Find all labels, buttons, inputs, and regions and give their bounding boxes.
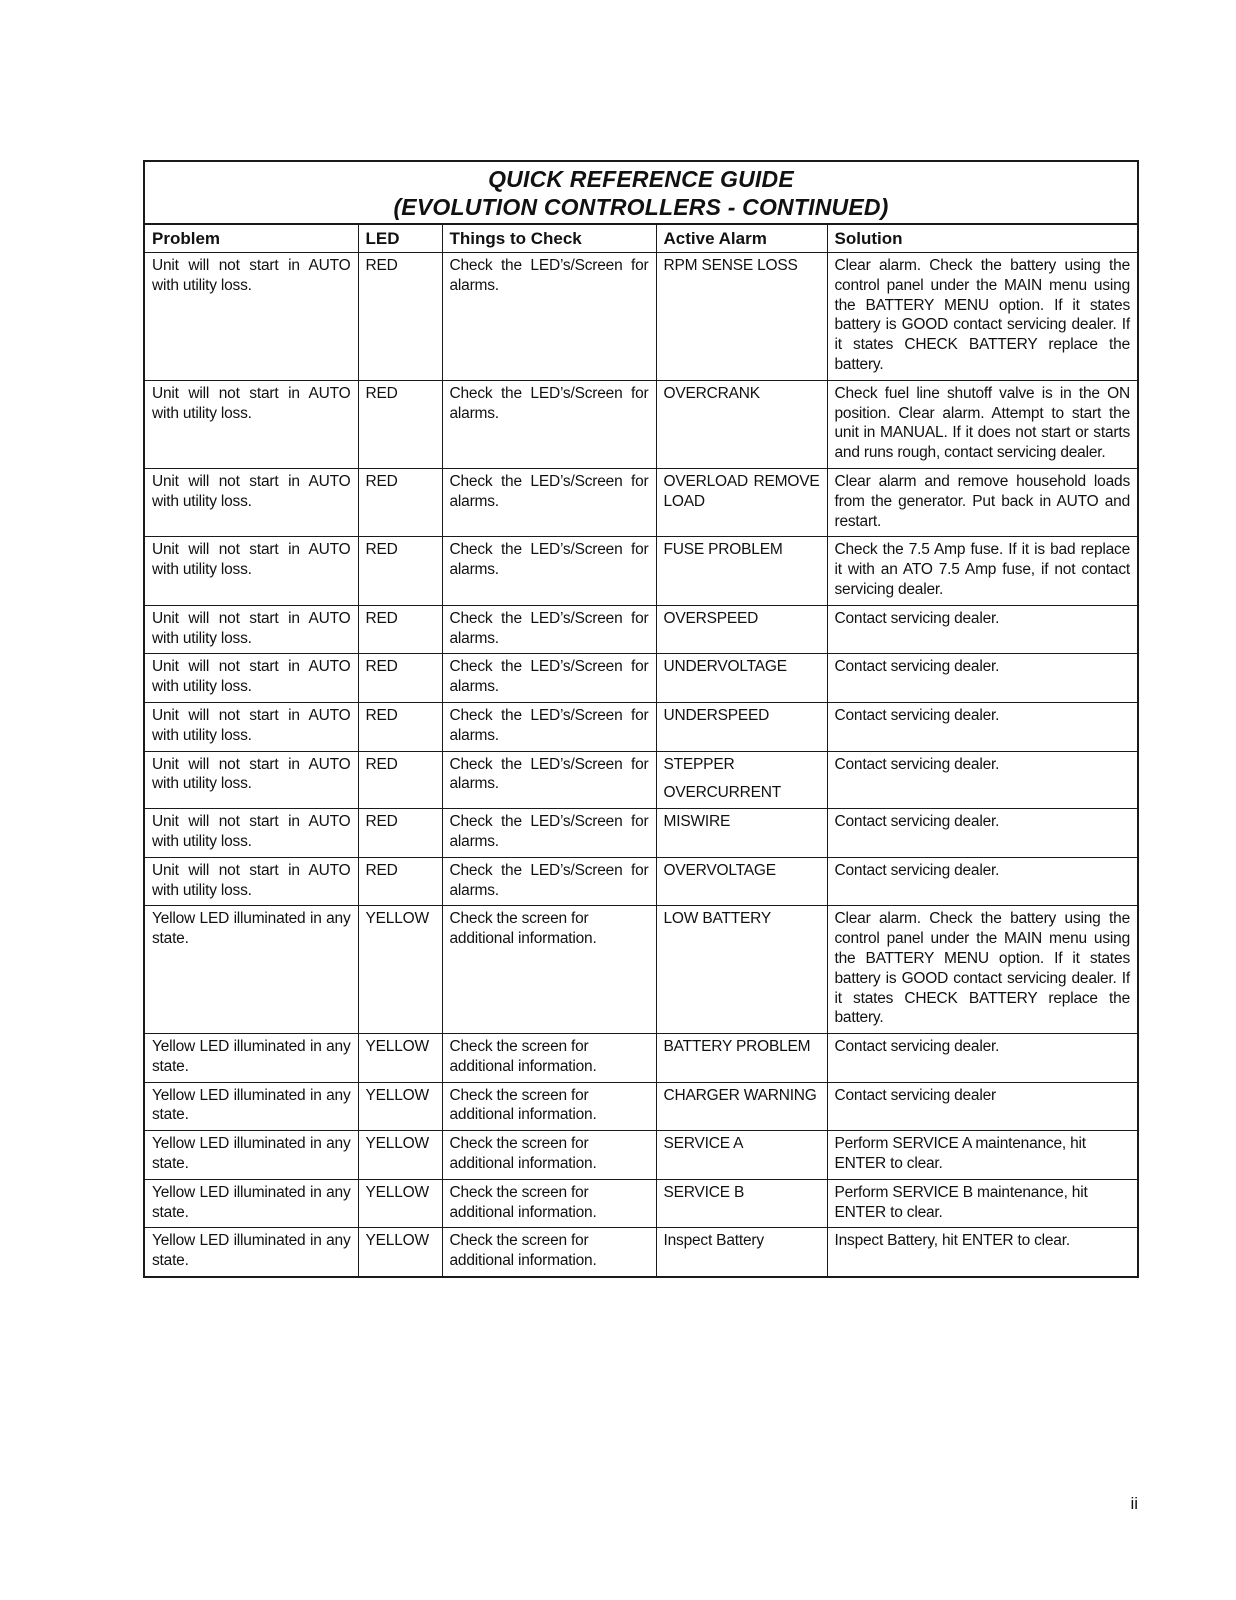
cell-active-alarm: SERVICE A — [656, 1131, 827, 1180]
cell-led: YELLOW — [358, 906, 442, 1034]
cell-things-to-check: Check the screen for additional information. — [442, 1082, 656, 1131]
cell-active-alarm: OVERSPEED — [656, 605, 827, 654]
cell-led: RED — [358, 702, 442, 751]
cell-solution: Inspect Battery, hit ENTER to clear. — [834, 1232, 1070, 1250]
cell-solution: Clear alarm and remove household loads from the generator. Put back in AUTO and restart. — [827, 468, 1137, 536]
cell-problem: Unit will not start in AUTO with utility loss. — [145, 380, 358, 468]
cell-led: RED — [358, 605, 442, 654]
cell-solution: Perform SERVICE B maintenance, hit ENTER to clear. — [827, 1179, 1137, 1228]
cell-problem: Unit will not start in AUTO with utility loss. — [145, 857, 358, 906]
cell-active-alarm: UNDERSPEED — [656, 702, 827, 751]
table-row — [145, 751, 1137, 809]
cell-problem: Yellow LED illuminated in any state. — [145, 1131, 358, 1180]
cell-problem: Yellow LED illuminated in any state. — [145, 1228, 358, 1276]
table-row — [145, 906, 1137, 1034]
cell-active-alarm: UNDERVOLTAGE — [656, 654, 827, 703]
cell-things-to-check: Check the LED’s/Screen for alarms. — [442, 857, 656, 906]
table-row — [145, 1034, 1137, 1083]
table-row — [145, 605, 1137, 654]
table-row — [145, 468, 1137, 536]
cell-problem: Unit will not start in AUTO with utility loss. — [145, 605, 358, 654]
cell-solution: Contact servicing dealer. — [827, 809, 1137, 858]
cell-active-alarm-line-1: STEPPER — [663, 755, 735, 773]
cell-problem: Unit will not start in AUTO with utility loss. — [145, 253, 358, 381]
cell-problem: Unit will not start in AUTO with utility loss. — [145, 654, 358, 703]
cell-active-alarm: MISWIRE — [656, 809, 827, 858]
cell-led: RED — [358, 751, 442, 809]
cell-active-alarm: FUSE PROBLEM — [656, 537, 827, 605]
table-row — [145, 1131, 1137, 1180]
cell-led: RED — [358, 857, 442, 906]
cell-things-to-check: Check the screen for additional information. — [442, 1131, 656, 1180]
cell-active-alarm: BATTERY PROBLEM — [656, 1034, 827, 1083]
cell-solution: Check fuel line shutoff valve is in the ON position. Clear alarm. Attempt to start the unit in MANUAL. If it does not start or starts and runs rough, contact servicing dealer. — [827, 380, 1137, 468]
cell-things-to-check: Check the screen for additional information. — [442, 1179, 656, 1228]
guide-title — [145, 162, 1137, 225]
cell-problem: Yellow LED illuminated in any state. — [145, 906, 358, 1034]
table-row — [145, 1082, 1137, 1131]
cell-led: YELLOW — [358, 1228, 442, 1276]
cell-things-to-check: Check the LED’s/Screen for alarms. — [442, 654, 656, 703]
cell-active-alarm — [656, 751, 827, 809]
cell-solution: Contact servicing dealer. — [827, 1034, 1137, 1083]
guide-title-line-1: QUICK REFERENCE GUIDE — [488, 166, 794, 192]
cell-solution: Check the 7.5 Amp fuse. If it is bad replace it with an ATO 7.5 Amp fuse, if not contact servicing dealer. — [827, 537, 1137, 605]
cell-led: RED — [358, 253, 442, 381]
cell-active-alarm: OVERCRANK — [656, 380, 827, 468]
cell-things-to-check: Check the screen for additional information. — [442, 1228, 656, 1276]
cell-active-alarm: LOW BATTERY — [656, 906, 827, 1034]
table-row — [145, 1179, 1137, 1228]
cell-solution: Clear alarm. Check the battery using the control panel under the MAIN menu using the BATTERY MENU option. If it states battery is GOOD contact servicing dealer. If it states CHECK BATTERY replace the battery. — [827, 906, 1137, 1034]
table-row — [145, 809, 1137, 858]
cell-led: RED — [358, 537, 442, 605]
cell-solution: Contact servicing dealer — [827, 1082, 1137, 1131]
cell-led: YELLOW — [358, 1131, 442, 1180]
cell-solution: Contact servicing dealer. — [827, 857, 1137, 906]
cell-problem: Unit will not start in AUTO with utility loss. — [145, 537, 358, 605]
cell-led: RED — [358, 380, 442, 468]
quick-reference-guide — [143, 160, 1139, 1278]
table-header-row — [145, 225, 1137, 253]
cell-things-to-check: Check the LED’s/Screen for alarms. — [442, 253, 656, 381]
cell-solution: Contact servicing dealer. — [827, 654, 1137, 703]
cell-led: RED — [358, 468, 442, 536]
cell-led: RED — [358, 809, 442, 858]
cell-problem: Unit will not start in AUTO with utility loss. — [145, 468, 358, 536]
header-solution: Solution — [827, 225, 1137, 253]
cell-solution: Contact servicing dealer. — [827, 605, 1137, 654]
table-row — [145, 537, 1137, 605]
table-row — [145, 857, 1137, 906]
cell-things-to-check: Check the screen for additional information. — [442, 906, 656, 1034]
cell-problem: Unit will not start in AUTO with utility loss. — [145, 809, 358, 858]
guide-title-line-2: (EVOLUTION CONTROLLERS - CONTINUED) — [393, 194, 889, 220]
cell-things-to-check: Check the LED’s/Screen for alarms. — [442, 605, 656, 654]
cell-active-alarm: Inspect Battery — [656, 1228, 827, 1276]
cell-solution: Contact servicing dealer. — [827, 751, 1137, 809]
cell-solution: Perform SERVICE A maintenance, hit ENTER to clear. — [827, 1131, 1137, 1180]
cell-active-alarm: RPM SENSE LOSS — [656, 253, 827, 381]
header-things-to-check: Things to Check — [442, 225, 656, 253]
cell-problem: Yellow LED illuminated in any state. — [145, 1034, 358, 1083]
header-problem: Problem — [145, 225, 358, 253]
cell-problem: Yellow LED illuminated in any state. — [145, 1179, 358, 1228]
table-row — [145, 702, 1137, 751]
cell-things-to-check: Check the LED’s/Screen for alarms. — [442, 751, 656, 809]
cell-things-to-check: Check the screen for additional information. — [442, 1034, 656, 1083]
cell-solution: Clear alarm. Check the battery using the control panel under the MAIN menu using the BATTERY MENU option. If it states battery is GOOD contact servicing dealer. If it states CHECK BATTERY replace the battery. — [827, 253, 1137, 381]
cell-active-alarm: OVERVOLTAGE — [656, 857, 827, 906]
table-row — [145, 654, 1137, 703]
header-led: LED — [358, 225, 442, 253]
cell-led: YELLOW — [358, 1034, 442, 1083]
cell-problem: Yellow LED illuminated in any state. — [145, 1082, 358, 1131]
table-row — [145, 253, 1137, 381]
cell-things-to-check: Check the LED’s/Screen for alarms. — [442, 380, 656, 468]
cell-active-alarm: SERVICE B — [656, 1179, 827, 1228]
cell-led: YELLOW — [358, 1082, 442, 1131]
cell-active-alarm-line-2: OVERCURRENT — [663, 784, 782, 802]
cell-led: YELLOW — [358, 1179, 442, 1228]
table-row — [145, 380, 1137, 468]
page-number: ii — [1130, 1494, 1138, 1513]
cell-active-alarm: OVERLOAD REMOVE LOAD — [656, 468, 827, 536]
cell-things-to-check: Check the LED’s/Screen for alarms. — [442, 468, 656, 536]
table-row — [145, 1228, 1137, 1276]
cell-led: RED — [358, 654, 442, 703]
cell-things-to-check: Check the LED’s/Screen for alarms. — [442, 702, 656, 751]
cell-active-alarm: CHARGER WARNING — [656, 1082, 827, 1131]
troubleshooting-table — [145, 225, 1137, 1276]
cell-problem: Unit will not start in AUTO with utility loss. — [145, 702, 358, 751]
cell-things-to-check: Check the LED’s/Screen for alarms. — [442, 537, 656, 605]
cell-things-to-check: Check the LED’s/Screen for alarms. — [442, 809, 656, 858]
cell-problem: Unit will not start in AUTO with utility loss. — [145, 751, 358, 809]
cell-solution: Contact servicing dealer. — [827, 702, 1137, 751]
header-active-alarm: Active Alarm — [656, 225, 827, 253]
